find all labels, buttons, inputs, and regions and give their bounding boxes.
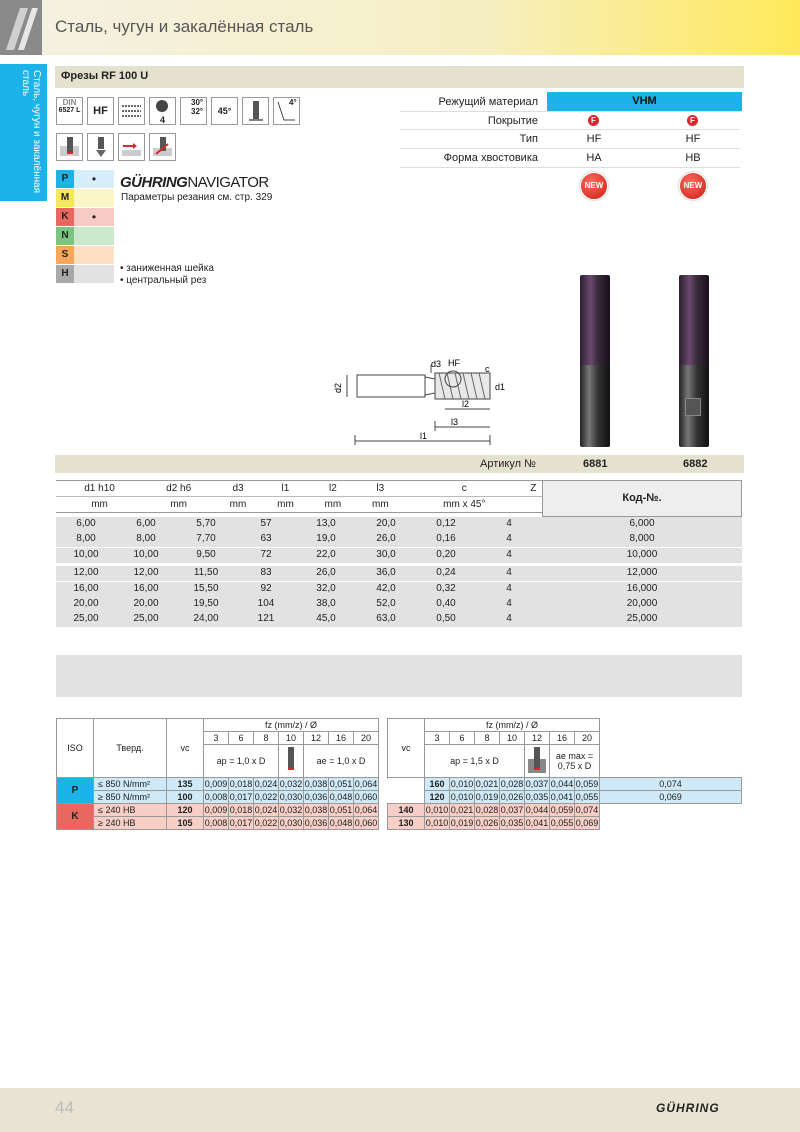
tool-6882-cutting-part [679,275,709,370]
divider [400,129,740,130]
label-l1: l1 [420,431,428,441]
table-row [57,804,742,817]
din-standard-icon [56,97,83,125]
vc-header: vc [167,719,204,778]
cutting-table [56,718,742,830]
dimension-table [56,480,742,625]
footer-brand-logo: GÜHRING [656,1101,720,1115]
fz-cell: 0,074 [600,778,742,791]
shank-value: HB [685,152,701,164]
divider [400,167,740,168]
dimension-cell: 24,00 [193,613,219,625]
dimension-cell: 63 [260,533,272,545]
column-header: Z [530,483,537,494]
taper-angle-icon [273,97,300,125]
fz-header: fz (mm/z) / Ø [204,719,379,732]
dimension-cell: 4 [506,518,512,529]
fz-cell: 0,044 [525,805,549,815]
dimension-cell: 26,0 [316,567,336,579]
angle-2: 32° [191,107,204,116]
dimension-cell: 12,00 [133,567,159,579]
dimension-cell: 0,24 [436,567,456,579]
dimension-cell: 4 [506,533,512,545]
dimension-cell: 19,50 [193,598,219,609]
diameter-header: 8 [254,732,279,745]
label-d2: d2 [333,382,343,393]
fz-cell: 0,069 [575,818,599,828]
fz-cell: 0,064 [354,779,378,789]
dimension-cell: 63,0 [376,613,396,625]
hardness-cell: ≤ 240 HB [94,804,167,817]
flutes-icon [149,97,176,125]
dimension-cell: 4 [506,582,512,594]
column-header: d2 h6 [166,483,192,494]
diameter-header: 10 [500,732,525,745]
iso-group-mark [74,246,114,264]
fz-cell: 0,024 [254,805,278,815]
technical-drawing [335,355,510,450]
dimension-cell: 22,0 [316,548,336,560]
column-header: d3 [232,483,244,494]
fz-cell: 0,026 [475,818,499,828]
dimension-cell: 38,0 [316,598,336,609]
fz-cell: 0,048 [329,792,353,802]
fz-cell: 0,048 [329,818,353,828]
table-spacer [56,655,742,697]
iso-group-code: K [56,208,74,226]
fz-cell: 0,008 [204,792,228,802]
navigator-suffix: NAVIGATOR [187,174,269,191]
divider [400,148,740,149]
cutting-params-link[interactable]: Параметры резания см. стр. 329 [121,192,273,203]
fz-cell: 0,010 [425,818,449,828]
fz-cell: 0,010 [450,792,474,802]
fz-cell: 0,036 [304,792,328,802]
dimension-cell: 20,00 [133,598,159,609]
dimension-cell: 20,0 [376,518,396,529]
ae-label: ae max = 0,75 x D [550,745,600,778]
fz-cell: 0,059 [550,805,574,815]
iso-group-code: P [56,170,74,188]
table-row [56,582,742,597]
code-cell: 10,000 [626,548,658,560]
dimension-cell: 0,12 [436,518,456,529]
article-number: 6881 [583,458,608,470]
unit-cell: mm [324,499,342,510]
feature-item: • центральный рез [120,275,207,286]
vc-cell: 160 [425,778,450,791]
fz-cell: 0,022 [254,792,278,802]
iso-group-code: S [56,246,74,264]
dimension-cell: 36,0 [376,567,396,579]
article-number: 6882 [683,458,708,470]
fz-cell: 0,074 [575,805,599,815]
fz-cell: 0,017 [229,818,253,828]
table-row [57,778,742,791]
diameter-header: 16 [550,732,575,745]
article-label: Артикул № [480,458,536,470]
dimension-cell: 42,0 [376,582,396,594]
table-row [56,548,742,563]
code-header: Код-№. [542,480,742,517]
vc-cell: 120 [167,804,204,817]
fz-cell: 0,055 [550,818,574,828]
fz-cell: 0,010 [450,779,474,789]
table-row [56,597,742,612]
vc-cell: 120 [425,791,450,804]
iso-group-mark [74,227,114,245]
dimension-cell: 0,32 [436,582,456,594]
brand-logo-icon [0,0,42,55]
fz-cell: 0,009 [204,805,228,815]
column-header: l1 [281,483,290,494]
fz-cell: 0,038 [304,805,328,815]
dimension-cell: 0,50 [436,613,456,625]
shank-value: HA [586,152,602,164]
fz-cell: 0,017 [229,792,253,802]
dimension-cell: 11,50 [193,567,219,579]
navigator-logo [120,174,269,191]
fz-cell: 0,032 [279,805,303,815]
iso-group-code: N [56,227,74,245]
table-row [56,566,742,581]
code-cell: 20,000 [626,598,658,609]
product-title-bar [55,66,744,88]
column-header: l3 [376,483,385,494]
label-l3: l3 [451,417,459,427]
material-value: VHM [547,92,742,111]
fz-cell: 0,059 [575,779,599,789]
dimension-cell: 15,50 [193,582,219,594]
column-header: c [461,483,467,494]
ap-label: ap = 1,0 x D [204,745,279,778]
vc-cell: 100 [167,791,204,804]
iso-header: ISO [57,719,94,778]
dimension-cell: 104 [257,598,275,609]
diameter-header: 3 [204,732,229,745]
unit-cell: mm x 45° [443,499,486,510]
coating-label: Покрытие [487,115,538,127]
fz-cell: 0,051 [329,805,353,815]
tool-6881-shank [580,365,610,447]
label-c: c [485,364,490,374]
diameter-header: 16 [329,732,354,745]
fz-cell: 0,037 [525,779,549,789]
ramping-icon [149,133,176,161]
fz-cell: 0,060 [354,792,378,802]
table-gap [379,719,388,804]
dimension-cell: 7,70 [196,533,216,545]
dimension-cell: 8,00 [136,533,156,545]
label-d1: d1 [495,382,506,392]
code-cell: 16,000 [626,582,658,594]
fz-cell: 0,008 [204,818,228,828]
iso-group-mark: • [74,170,114,188]
divider [400,111,740,112]
label-l2: l2 [462,399,470,409]
dimension-cell: 20,00 [73,598,99,609]
unit-cell: mm [371,499,389,510]
diameter-header: 3 [425,732,450,745]
dimension-cell: 72 [260,548,272,560]
helix-angle-icon [180,97,207,125]
iso-group-code: K [57,804,94,830]
coating-badge: F [687,115,698,126]
unit-cell [525,497,542,513]
ae-label: ae = 1,0 x D [304,745,379,778]
din-number: 6527 L [58,107,81,114]
article-bar [55,455,744,473]
hardness-cell: ≥ 850 N/mm² [94,791,167,804]
diameter-header: 12 [525,732,550,745]
iso-group-code: P [57,778,94,804]
angle-1: 30° [191,98,204,107]
shank-label: Форма хвостовика [443,152,538,164]
new-badge: NEW [679,172,707,200]
dimension-cell: 4 [506,613,512,625]
dimension-cell: 45,0 [316,613,336,625]
fz-cell: 0,030 [279,818,303,828]
din-label: DIN [62,98,77,107]
page-number: 44 [55,1098,74,1117]
fz-cell: 0,019 [450,818,474,828]
table-gap [388,778,425,791]
material-label: Режущий материал [438,96,538,108]
dimension-cell: 32,0 [316,582,336,594]
type-label: Тип [519,133,538,145]
dimension-cell: 12,00 [73,567,99,579]
unit-cell: mm [170,499,188,510]
code-cell: 25,000 [626,613,658,625]
table-row [57,791,742,804]
dimension-cell: 30,0 [376,548,396,560]
label-d3: d3 [431,359,442,369]
diameter-header: 10 [279,732,304,745]
iso-group-code: M [56,189,74,207]
iso-group-mark: • [74,208,114,226]
fz-cell: 0,037 [500,805,524,815]
page-title: Сталь, чугун и закалённая сталь [55,17,314,36]
column-header: d1 h10 [84,483,115,494]
dimension-cell: 26,0 [376,533,396,545]
fz-cell: 0,069 [600,791,742,804]
unit-cell: mm [277,499,294,510]
dimension-cell: 10,00 [73,548,99,560]
dimension-cell: 0,40 [436,598,456,609]
fz-cell: 0,038 [304,779,328,789]
hardness-cell: ≤ 850 N/mm² [94,778,167,791]
vc-cell: 130 [388,817,425,830]
vc-cell: 105 [167,817,204,830]
coating-badge: F [588,115,599,126]
fz-cell: 0,044 [550,779,574,789]
unit-cell: mm [91,499,108,510]
diameter-header: 6 [229,732,254,745]
side-tab-label: Сталь, чугун и закалённая сталь [20,70,42,194]
tool-6881-cutting-part [580,275,610,370]
dimension-cell: 25,00 [133,613,159,625]
dimension-units-row [56,497,542,513]
ap-label: ap = 1,5 x D [425,745,525,778]
diameter-header: 12 [304,732,329,745]
fz-cell: 0,060 [354,818,378,828]
feature-item: • заниженная шейка [120,263,214,274]
iso-group-mark [74,189,114,207]
dimension-cell: 0,16 [436,533,456,545]
diameter-header: 6 [450,732,475,745]
fz-cell: 0,018 [229,805,253,815]
side-milling-icon [118,133,145,161]
table-row [56,532,742,547]
fz-cell: 0,024 [254,779,278,789]
fz-cell: 0,021 [475,779,499,789]
fz-cell: 0,021 [450,805,474,815]
product-title: Фрезы RF 100 U [61,70,149,82]
milling-strategy-icon [525,745,550,778]
fz-cell: 0,064 [354,805,378,815]
fz-cell: 0,009 [204,779,228,789]
dimension-cell: 16,00 [73,582,99,594]
dimension-cell: 25,00 [73,613,99,625]
fz-cell: 0,026 [500,792,524,802]
dimension-cell: 16,00 [133,582,159,594]
vc-header: vc [388,719,425,778]
dimension-cell: 4 [506,567,512,579]
dimension-cell: 6,00 [136,518,156,529]
chamfer-icon: 45° [211,97,238,125]
plunge-icon [87,133,114,161]
dimension-cell: 121 [257,613,275,625]
cutting-data-table [56,718,742,830]
roughing-profile-icon [118,97,145,125]
dimension-cell: 0,20 [436,548,456,560]
code-cell: 8,000 [629,533,655,545]
dimension-cell: 52,0 [376,598,396,609]
fz-cell: 0,051 [329,779,353,789]
fz-cell: 0,041 [525,818,549,828]
fz-cell: 0,036 [304,818,328,828]
dimension-cell: 19,0 [316,533,336,545]
type-value: HF [685,133,701,145]
table-gap [388,791,425,804]
slot-milling-icon [56,133,83,161]
navigator-brand: GÜHRING [120,174,188,191]
code-cell: 12,000 [626,567,658,579]
fz-cell: 0,035 [525,792,549,802]
dimension-cell: 10,00 [133,548,159,560]
vc-cell: 140 [388,804,425,817]
fz-cell: 0,018 [229,779,253,789]
center-cut-icon [242,97,269,125]
hardness-header: Тверд. [94,719,167,778]
unit-cell: mm [229,499,247,510]
table-gap [379,804,388,817]
fz-header: fz (mm/z) / Ø [425,719,600,732]
fz-cell: 0,028 [475,805,499,815]
milling-strategy-icon [279,745,304,778]
table-gap [379,817,388,830]
dimension-cell: 9,50 [196,548,216,560]
dimension-cell: 57 [260,518,272,529]
fz-cell: 0,030 [279,792,303,802]
dimension-cell: 4 [506,598,512,609]
row-separator [56,563,742,566]
dimension-cell: 92 [260,582,272,594]
dimension-cell: 6,00 [76,518,96,529]
iso-group-mark [74,265,114,283]
dimension-cell: 83 [260,567,272,579]
dimension-header-row [56,481,542,497]
dimension-cell: 4 [506,548,512,560]
angle-3: 4° [289,98,297,107]
fz-cell: 0,035 [500,818,524,828]
diameter-header: 8 [475,732,500,745]
fz-cell: 0,022 [254,818,278,828]
table-row [57,817,742,830]
fz-cell: 0,041 [550,792,574,802]
table-row [56,517,742,532]
column-header: l2 [328,483,337,494]
new-badge: NEW [580,172,608,200]
weldon-flat-icon [685,398,701,416]
hardness-cell: ≥ 240 HB [94,817,167,830]
hf-shank-icon: HF [87,97,114,125]
dimension-cell: 13,0 [316,518,336,529]
label-hf: HF [448,358,460,368]
fz-cell: 0,028 [500,779,524,789]
diameter-header: 20 [354,732,379,745]
dimension-cell: 8,00 [76,533,96,545]
type-value: HF [586,133,602,145]
feature-list [120,263,214,287]
iso-group-code: H [56,265,74,283]
fz-cell: 0,055 [575,792,599,802]
fz-cell: 0,032 [279,779,303,789]
flutes-count: 4 [159,115,165,125]
fz-cell: 0,019 [475,792,499,802]
code-cell: 6,000 [629,518,655,529]
dimension-cell: 5,70 [196,518,216,529]
fz-cell: 0,010 [425,805,449,815]
table-row [56,612,742,627]
diameter-header: 20 [575,732,600,745]
vc-cell: 135 [167,778,204,791]
